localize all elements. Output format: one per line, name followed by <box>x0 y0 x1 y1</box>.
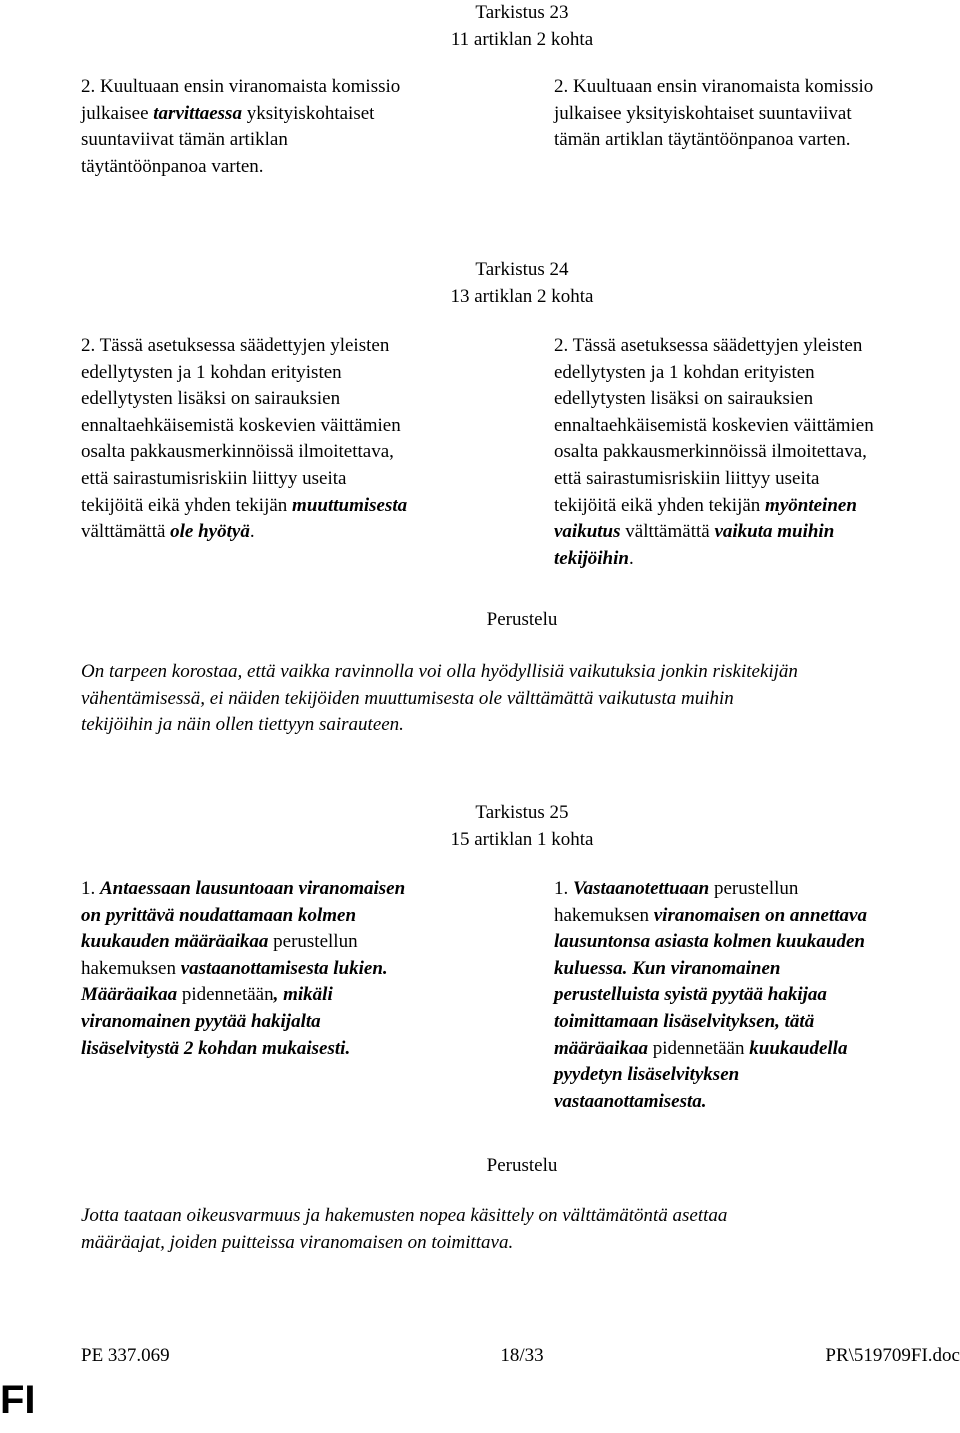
amendment-24-justification-text <box>81 659 798 739</box>
justification-line: määräajat, joiden puitteissa viranomaisen on toimittava. <box>81 1231 514 1253</box>
amended-text-run: myönteinen <box>765 494 857 516</box>
text-line <box>81 413 501 440</box>
amendment-25-justification-label: Perustelu <box>486 1155 558 1176</box>
amended-text-run: toimittamaan lisäselvityksen, tätä <box>554 1010 815 1032</box>
text-run: tekijöitä eikä yhden tekijän <box>554 494 766 516</box>
text-run: pidennetään <box>647 1037 750 1059</box>
text-run: suuntaviivat tämän artiklan <box>81 129 288 151</box>
text-run: . <box>628 547 634 569</box>
amended-text-run: tekijöihin <box>554 547 629 569</box>
amended-text-run: määräaikaa <box>554 1037 648 1059</box>
text-line <box>554 466 954 493</box>
text-line <box>554 386 954 413</box>
text-line <box>554 519 954 546</box>
amendment-23-original-text <box>81 74 501 180</box>
text-line <box>81 956 501 983</box>
text-line <box>554 333 954 360</box>
text-line <box>554 1062 954 1089</box>
text-line <box>554 546 954 573</box>
text-line <box>81 333 501 360</box>
text-line <box>81 439 501 466</box>
text-line <box>81 101 501 128</box>
text-line <box>554 493 954 520</box>
amended-text-run: , mikäli <box>273 984 333 1006</box>
amended-text-run: ole hyötyä <box>170 521 250 543</box>
text-line <box>554 74 954 101</box>
amended-text-run: vaikuta muihin <box>714 521 835 543</box>
text-line <box>81 876 501 903</box>
amendment-23-amended-text <box>554 74 954 154</box>
text-run: tämän artiklan täytäntöönpanoa varten. <box>554 129 851 151</box>
amended-text-run: kuukaudella <box>749 1037 848 1059</box>
amendment-23-subheading: 11 artiklan 2 kohta <box>450 29 594 50</box>
text-line <box>81 360 501 387</box>
text-line <box>81 929 501 956</box>
amended-text-run: pyydetyn lisäselvityksen <box>554 1064 740 1086</box>
text-run: pidennetään <box>177 984 274 1006</box>
text-run: täytäntöönpanoa varten. <box>81 155 264 177</box>
amended-text-run: perustelluista syistä pyytää hakijaa <box>554 984 827 1006</box>
text-run: 1. <box>554 878 573 899</box>
language-mark: FI <box>0 1378 36 1422</box>
amended-text-run: Vastaanotettuaan <box>573 878 710 899</box>
text-line <box>554 876 954 903</box>
amendment-23-heading: Tarkistus 23 <box>475 2 569 23</box>
text-line <box>554 903 954 930</box>
justification-line: On tarpeen korostaa, että vaikka ravinnolla voi olla hyödyllisiä vaikutuksia jonkin riskitekijän <box>81 661 798 682</box>
text-run: että sairastumisriskiin liittyy useita <box>81 467 347 489</box>
amended-text-run: tarvittaessa <box>153 102 242 124</box>
text-run: ennaltaehkäisemistä koskevien väittämien <box>81 414 401 436</box>
justification-line: Jotta taataan oikeusvarmuus ja hakemusten nopea käsittely on välttämätöntä asettaa <box>81 1205 728 1226</box>
text-line <box>81 519 501 546</box>
text-line <box>81 1036 501 1063</box>
amendment-25-justification-text <box>81 1203 727 1256</box>
amendment-25-heading: Tarkistus 25 <box>475 802 569 823</box>
text-line <box>81 903 501 930</box>
text-run: edellytysten ja 1 kohdan erityisten <box>81 361 342 383</box>
text-line <box>81 386 501 413</box>
amendment-24-heading: Tarkistus 24 <box>475 259 569 280</box>
text-run: että sairastumisriskiin liittyy useita <box>554 467 820 489</box>
amendment-25-amended-text <box>554 876 954 1115</box>
amended-text-run: kuukauden määräaikaa <box>81 931 269 953</box>
text-run: yksityiskohtaiset <box>241 102 375 124</box>
text-run: 2. Tässä asetuksessa säädettyjen yleisten <box>554 335 863 356</box>
text-run: osalta pakkausmerkinnöissä ilmoitettava, <box>554 441 867 463</box>
text-run: 2. Kuultuaan ensin viranomaista komissio <box>554 76 874 97</box>
amended-text-run: Antaessaan lausuntoaan viranomaisen <box>100 878 406 899</box>
amended-text-run: vastaanottamisesta. <box>554 1090 707 1112</box>
amended-text-run: on pyrittävä noudattamaan kolmen <box>81 904 357 926</box>
amendment-24-amended-text <box>554 333 954 572</box>
amended-text-run: Määräaikaa <box>81 984 178 1006</box>
text-run: julkaisee <box>81 102 154 124</box>
text-line <box>554 1036 954 1063</box>
text-run: välttämättä <box>81 521 171 543</box>
text-run: tekijöitä eikä yhden tekijän <box>81 494 293 516</box>
text-run: 2. Tässä asetuksessa säädettyjen yleisten <box>81 335 390 356</box>
footer-document-reference: PE 337.069 <box>81 1345 170 1366</box>
text-run: välttämättä <box>620 521 715 543</box>
text-line <box>554 127 954 154</box>
text-run: perustellun <box>268 931 358 953</box>
text-line <box>81 1009 501 1036</box>
text-run: 1. <box>81 878 100 899</box>
amended-text-run: kuluessa. Kun viranomainen <box>554 957 781 979</box>
amendment-24-justification-label: Perustelu <box>486 609 558 630</box>
text-line <box>554 413 954 440</box>
justification-line: tekijöihin ja näin ollen tiettyyn sairauteen. <box>81 714 404 736</box>
text-run: julkaisee yksityiskohtaiset suuntaviivat <box>554 102 852 124</box>
amended-text-run: lisäselvitystä 2 kohdan mukaisesti. <box>81 1037 351 1059</box>
amendment-24-subheading: 13 artiklan 2 kohta <box>450 286 594 307</box>
amended-text-run: vastaanottamisesta lukien. <box>180 957 388 979</box>
text-line <box>554 1089 954 1116</box>
text-run: edellytysten ja 1 kohdan erityisten <box>554 361 815 383</box>
text-line <box>81 74 501 101</box>
text-line <box>554 982 954 1009</box>
text-run: . <box>249 521 255 543</box>
text-run: edellytysten lisäksi on sairauksien <box>554 388 814 410</box>
amended-text-run: viranomaisen on annettava <box>653 904 867 926</box>
text-run: osalta pakkausmerkinnöissä ilmoitettava, <box>81 441 394 463</box>
footer-file-reference: PR\519709FI.doc <box>825 1345 960 1366</box>
text-line <box>554 360 954 387</box>
text-line <box>554 101 954 128</box>
text-line <box>554 956 954 983</box>
amendment-25-subheading: 15 artiklan 1 kohta <box>450 829 594 850</box>
text-line <box>554 929 954 956</box>
justification-line: vähentämisessä, ei näiden tekijöiden muuttumisesta ole välttämättä vaikutusta muihin <box>81 687 734 709</box>
text-run: hakemuksen <box>554 904 654 926</box>
text-run: hakemuksen <box>81 957 181 979</box>
text-line <box>81 466 501 493</box>
text-run: ennaltaehkäisemistä koskevien väittämien <box>554 414 874 436</box>
amended-text-run: muuttumisesta <box>292 494 408 516</box>
amended-text-run: vaikutus <box>554 521 621 543</box>
text-line <box>81 982 501 1009</box>
amended-text-run: lausuntonsa asiasta kolmen kuukauden <box>554 931 865 953</box>
text-line <box>554 439 954 466</box>
amendment-24-original-text <box>81 333 501 546</box>
text-run: edellytysten lisäksi on sairauksien <box>81 388 341 410</box>
text-line <box>81 127 501 154</box>
text-run: 2. Kuultuaan ensin viranomaista komissio <box>81 76 401 97</box>
amended-text-run: viranomainen pyytää hakijalta <box>81 1010 321 1032</box>
footer-page-number: 18/33 <box>500 1345 544 1366</box>
text-line <box>554 1009 954 1036</box>
text-line <box>81 493 501 520</box>
text-run: perustellun <box>709 878 799 899</box>
amendment-25-original-text <box>81 876 501 1062</box>
text-line <box>81 154 501 181</box>
